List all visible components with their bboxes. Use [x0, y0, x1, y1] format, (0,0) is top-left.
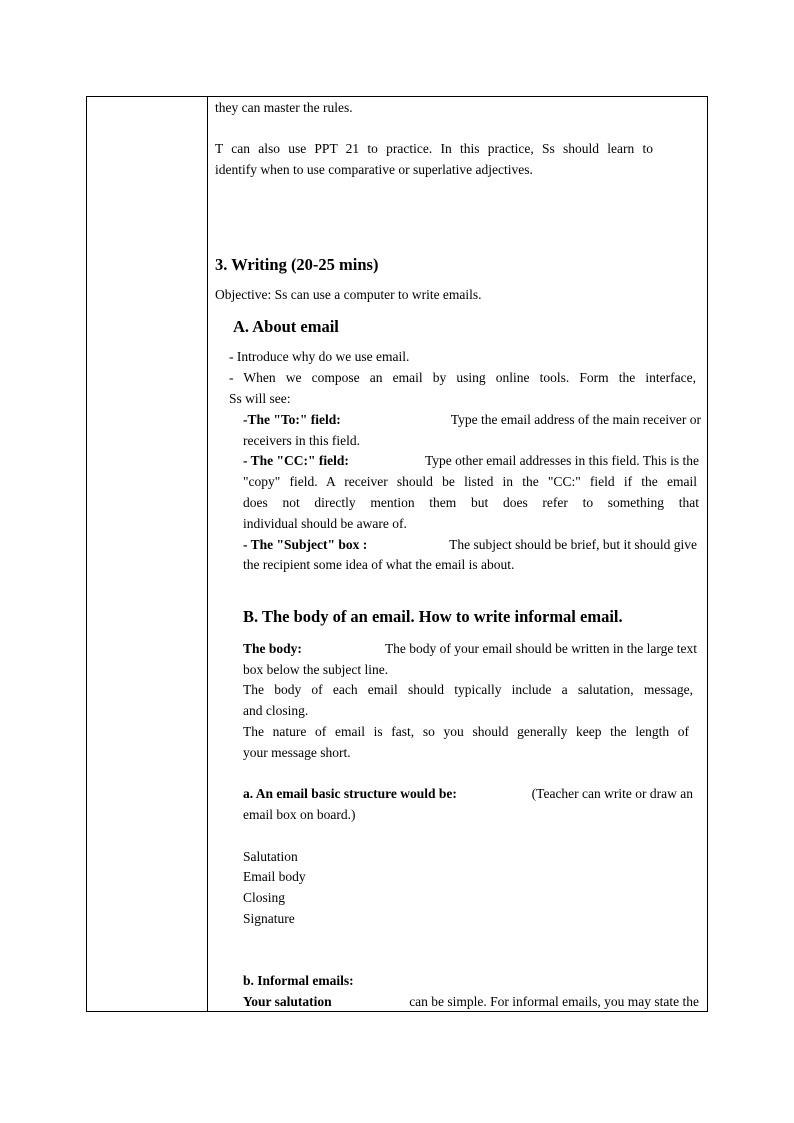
structure-item: Email body	[243, 869, 306, 884]
text-line: receivers in this field.	[243, 433, 360, 448]
salutation-text: can be simple. For informal emails, you may state the	[409, 994, 699, 1009]
subject-box-line	[243, 537, 697, 553]
subsection-heading-about-email: A. About email	[233, 317, 339, 336]
informal-emails-heading: b. Informal emails:	[243, 973, 354, 988]
subsection-heading-body: B. The body of an email. How to write informal email.	[243, 607, 623, 626]
cc-field-label: - The "CC:" field:	[243, 453, 349, 468]
subject-box-label: - The "Subject" box :	[243, 537, 368, 552]
structure-item: Closing	[243, 890, 286, 905]
text-line: identify when to use comparative or superlative adjectives.	[215, 162, 533, 177]
to-field-text: Type the email address of the main receiver or	[450, 412, 701, 427]
cc-field-text: Type other email addresses in this field. This is the	[424, 453, 699, 468]
lesson-plan-table	[86, 96, 708, 1012]
section-heading-writing: 3. Writing (20-25 mins)	[215, 255, 379, 274]
text-line: and closing.	[243, 703, 309, 718]
structure-line	[243, 786, 693, 802]
text-line: your message short.	[243, 745, 351, 760]
text-line: The nature of email is fast, so you should generally keep the length of	[243, 724, 689, 739]
text-line: individual should be aware of.	[243, 516, 407, 531]
text-line: does not directly mention them but does refer to something that	[243, 495, 699, 510]
column-divider	[207, 97, 208, 1011]
structure-label: a. An email basic structure would be:	[243, 786, 457, 801]
text-line: - Introduce why do we use email.	[229, 349, 410, 364]
text-line: - When we compose an email by using online tools. Form the interface,	[229, 370, 696, 385]
text-line: The body of each email should typically include a salutation, message,	[243, 682, 693, 697]
text-line: box below the subject line.	[243, 662, 389, 677]
to-field-label: -The "To:" field:	[243, 412, 341, 427]
cc-field-line	[243, 453, 699, 469]
to-field-line	[243, 412, 701, 428]
salutation-line	[243, 994, 699, 1010]
text-line: "copy" field. A receiver should be listed in the "CC:" field if the email	[243, 474, 697, 489]
structure-text: (Teacher can write or draw an	[531, 786, 693, 801]
body-label: The body:	[243, 641, 302, 656]
objective-line: Objective: Ss can use a computer to write emails.	[215, 287, 482, 302]
structure-item: Salutation	[243, 849, 298, 864]
text-line: T can also use PPT 21 to practice. In this practice, Ss should learn to	[215, 141, 653, 156]
subject-box-text: The subject should be brief, but it should give	[449, 537, 697, 552]
text-line: they can master the rules.	[215, 100, 353, 115]
text-line: email box on board.)	[243, 807, 356, 822]
structure-item: Signature	[243, 911, 295, 926]
text-line: the recipient some idea of what the email is about.	[243, 557, 515, 572]
salutation-label: Your salutation	[243, 994, 332, 1009]
text-line: Ss will see:	[229, 391, 291, 406]
body-text: The body of your email should be written in the large text	[384, 641, 697, 656]
body-line	[243, 641, 697, 657]
